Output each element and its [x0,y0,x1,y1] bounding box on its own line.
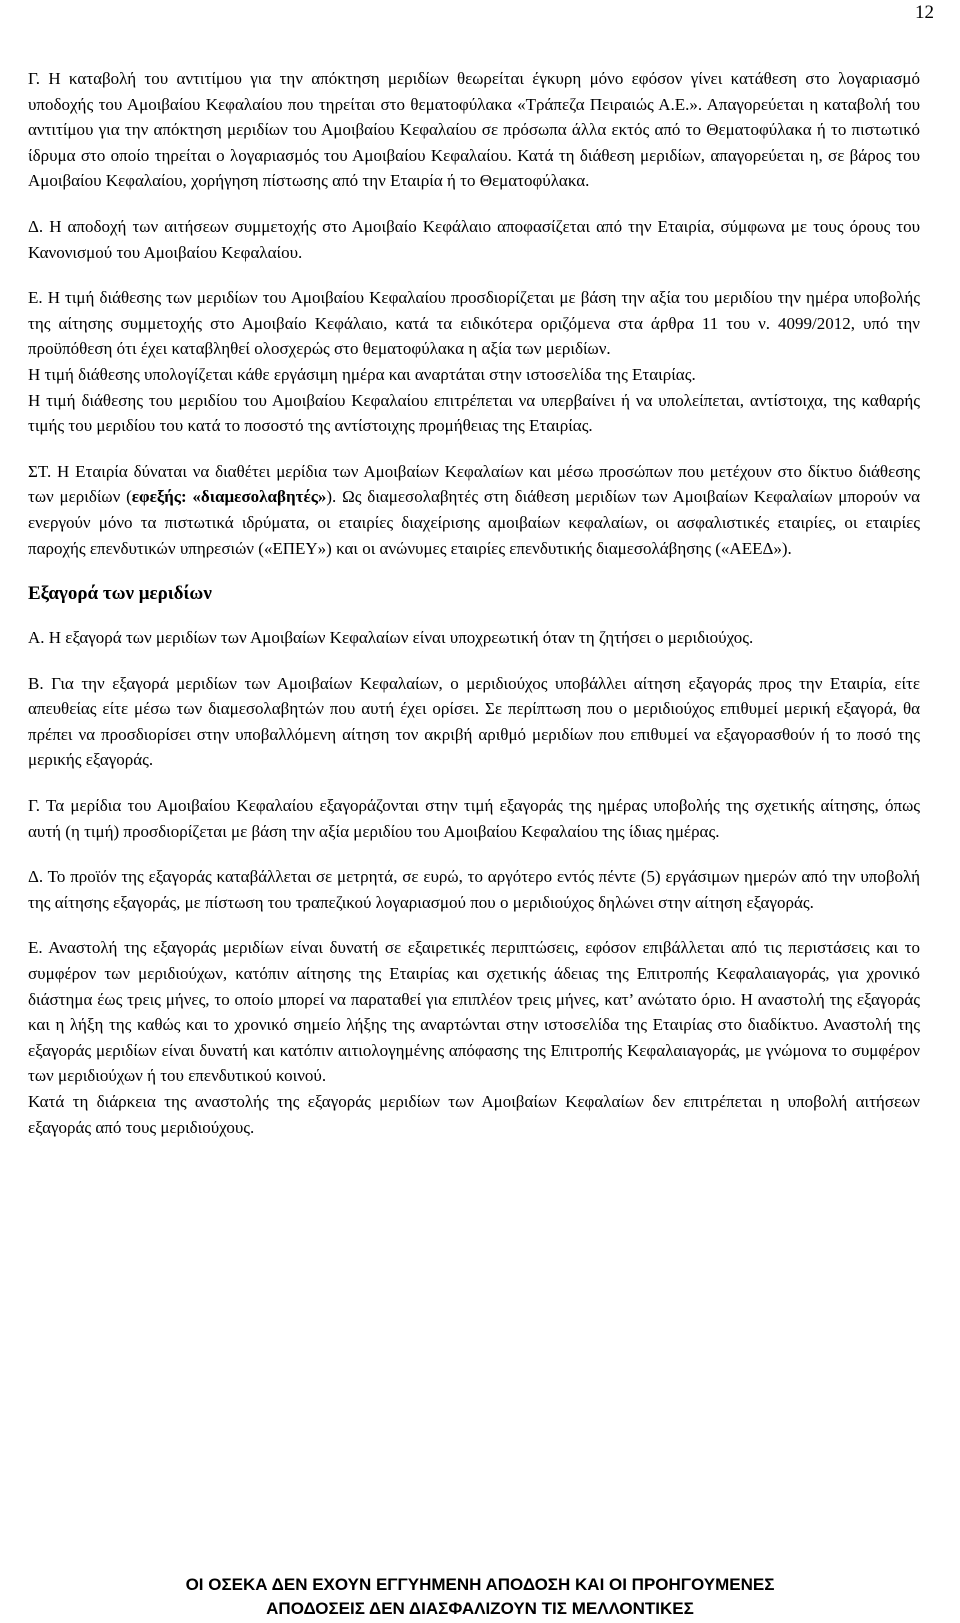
page-number: 12 [915,2,934,23]
document-body [28,66,920,1160]
st-text-before: ΣΤ. Η Εταιρία δύναται να διαθέτει μερίδια των Αμοιβαίων Κεφαλαίων και μέσω προσώπων που μετέχουν στο δίκτυο διάθεσης των μεριδίων ( [28,461,920,507]
paragraph-d-acceptance: Δ. Η αποδοχή των αιτήσεων συμμετοχής στο Αμοιβαίο Κεφάλαιο αποφασίζεται από την Εταιρία, σύμφωνα με τους όρους του Κανονισμού του Αμοιβαίου Κεφαλαίου. [28,216,920,262]
st-bold-term: εφεξής: «διαμεσολαβητές» [131,487,327,507]
paragraph-g-payment: Γ. Η καταβολή του αντιτίμου για την απόκτηση μεριδίων θεωρείται έγκυρη μόνο εφόσον γίνει κατάθεση στο λογαριασμό υποδοχής του Αμοιβαίου Κεφαλαίου που τηρείται στο θεματοφύλακα «Τράπεζα Πειραιώς Α.Ε.». Απαγορεύεται η καταβολή του αντιτίμου για την απόκτηση μεριδίων του Αμοιβαίου Κεφαλαίου σε πρόσωπα άλλα εκτός από το Θεματοφύλακα ή το πιστωτικό ίδρυμα στο οποίο τηρείται ο λογαριασμός του Αμοιβαίου Κεφαλαίου. Κατά τη διάθεση μεριδίων, απαγορεύεται η, σε βάρος του Αμοιβαίου Κεφαλαίου, χορήγηση πίστωσης από την Εταιρία ή το Θεματοφύλακα. [28,69,920,191]
paragraph-e-price-variation: Η τιμή διάθεσης του μεριδίου του Αμοιβαίου Κεφαλαίου επιτρέπεται να υπερβαίνει ή να υπολείπεται, αντίστοιχα, της καθαρής τιμής του μεριδίου του κατά το ποσοστό της αντίστοιχης προμήθειας της Εταιρίας. [28,390,920,436]
paragraph-st-intermediaries [28,459,920,561]
footer-line-1: ΟΙ ΟΣΕΚΑ ΔΕΝ ΕΧΟΥΝ ΕΓΓΥΗΜΕΝΗ ΑΠΟΔΟΣΗ ΚΑΙ ΟΙ ΠΡΟΗΓΟΥΜΕΝΕΣ [185,1575,775,1594]
paragraph-redemption-g: Γ. Τα μερίδια του Αμοιβαίου Κεφαλαίου εξαγοράζονται στην τιμή εξαγοράς της ημέρας υποβολής της σχετικής αίτησης, όπως αυτή (η τιμή) προσδιορίζεται με βάση την αξία μεριδίου του Αμοιβαίου Κεφαλαίου της ίδιας ημέρας. [28,796,920,841]
paragraph-redemption-e-during-suspension: Κατά τη διάρκεια της αναστολής της εξαγοράς μεριδίων των Αμοιβαίων Κεφαλαίων δεν επιτρέπεται η υποβολή αιτήσεων εξαγοράς από τους μεριδιούχους. [28,1092,920,1137]
paragraph-e-daily-price: Η τιμή διάθεσης υπολογίζεται κάθε εργάσιμη ημέρα και αναρτάται στην ιστοσελίδα της Εταιρίας. [28,364,696,384]
paragraph-redemption-d: Δ. Το προϊόν της εξαγοράς καταβάλλεται σε μετρητά, σε ευρώ, το αργότερο εντός πέντε (5) εργάσιμων ημερών από την υποβολή της αίτησης εξαγοράς, με πίστωση του τραπεζικού λογαριασμού που ο μεριδιούχος δηλώνει στην αίτηση εξαγοράς. [28,867,920,912]
footer-line-2: ΑΠΟΔΟΣΕΙΣ ΔΕΝ ΔΙΑΣΦΑΛΙΖΟΥΝ ΤΙΣ ΜΕΛΛΟΝΤΙΚΕΣ [266,1599,694,1618]
st-text-after: ). Ως διαμεσολαβητές στη διάθεση μεριδίων των Αμοιβαίων Κεφαλαίων μπορούν να ενεργούν μόνο τα πιστωτικά ιδρύματα, οι εταιρίες διαχείρισης αμοιβαίων κεφαλαίων, οι ασφαλιστικές εταιρίες, οι εταιρίες παροχής επενδυτικών υπηρεσιών («ΕΠΕΥ») και οι ανώνυμες εταιρίες επενδυτικής διαμεσολάβησης («ΑΕΕΔ»). [28,487,920,558]
paragraph-redemption-a: Α. Η εξαγορά των μεριδίων των Αμοιβαίων Κεφαλαίων είναι υποχρεωτική όταν τη ζητήσει ο μεριδιούχος. [28,628,754,648]
paragraph-e-offer-price: Ε. Η τιμή διάθεσης των μεριδίων του Αμοιβαίου Κεφαλαίου προσδιορίζεται με βάση την αξία του μεριδίου την ημέρα υποβολής της αίτησης συμμετοχής στο Αμοιβαίο Κεφάλαιο, κατά τα ειδικότερα οριζόμενα στα άρθρα 11 του ν. 4099/2012, υπό την προϋπόθεση ότι έχει καταβληθεί ολοσχερώς στο θεματοφύλακα η αξία των μεριδίων. [28,288,920,359]
disclaimer-footer [40,1573,920,1621]
paragraph-redemption-b: Β. Για την εξαγορά μεριδίων των Αμοιβαίων Κεφαλαίων, ο μεριδιούχος υποβάλλει αίτηση εξαγοράς προς την Εταιρία, είτε απευθείας είτε μέσω των διαμεσολαβητών που αυτή έχει ορίσει. Σε περίπτωση που ο μεριδιούχος επιθυμεί μερική εξαγορά, θα πρέπει να προσδιορίσει στην υποβαλλόμενη αίτηση τον ακριβή αριθμό μεριδίων που επιθυμεί να εξαγορασθούν ή το ποσό της μερικής εξαγοράς. [28,673,920,770]
section-heading-redemption: Εξαγορά των μεριδίων [28,583,212,605]
paragraph-redemption-e-suspension: Ε. Αναστολή της εξαγοράς μεριδίων είναι δυνατή σε εξαιρετικές περιπτώσεις, εφόσον επιβάλλεται από τις περιστάσεις και το συμφέρον των μεριδιούχων, κατόπιν αίτησης της Εταιρίας και σχετικής άδειας της Επιτροπής Κεφαλαιαγοράς, για χρονικό διάστημα έως τρεις μήνες, το οποίο μπορεί να παραταθεί για επιπλέον τρεις μήνες, κατ’ ανώτατο όριο. Η αναστολή της εξαγοράς και η λήξη της καθώς και το χρονικό σημείο λήξης της αναρτώνται στην ιστοσελίδα της Εταιρίας στο διαδίκτυο. Αναστολή της εξαγοράς μεριδίων είναι δυνατή και κατόπιν αιτιολογημένης απόφασης της Επιτροπής Κεφαλαιαγοράς, με γνώμονα το συμφέρον των μεριδιούχων ή του επενδυτικού κοινού. [28,938,920,1086]
